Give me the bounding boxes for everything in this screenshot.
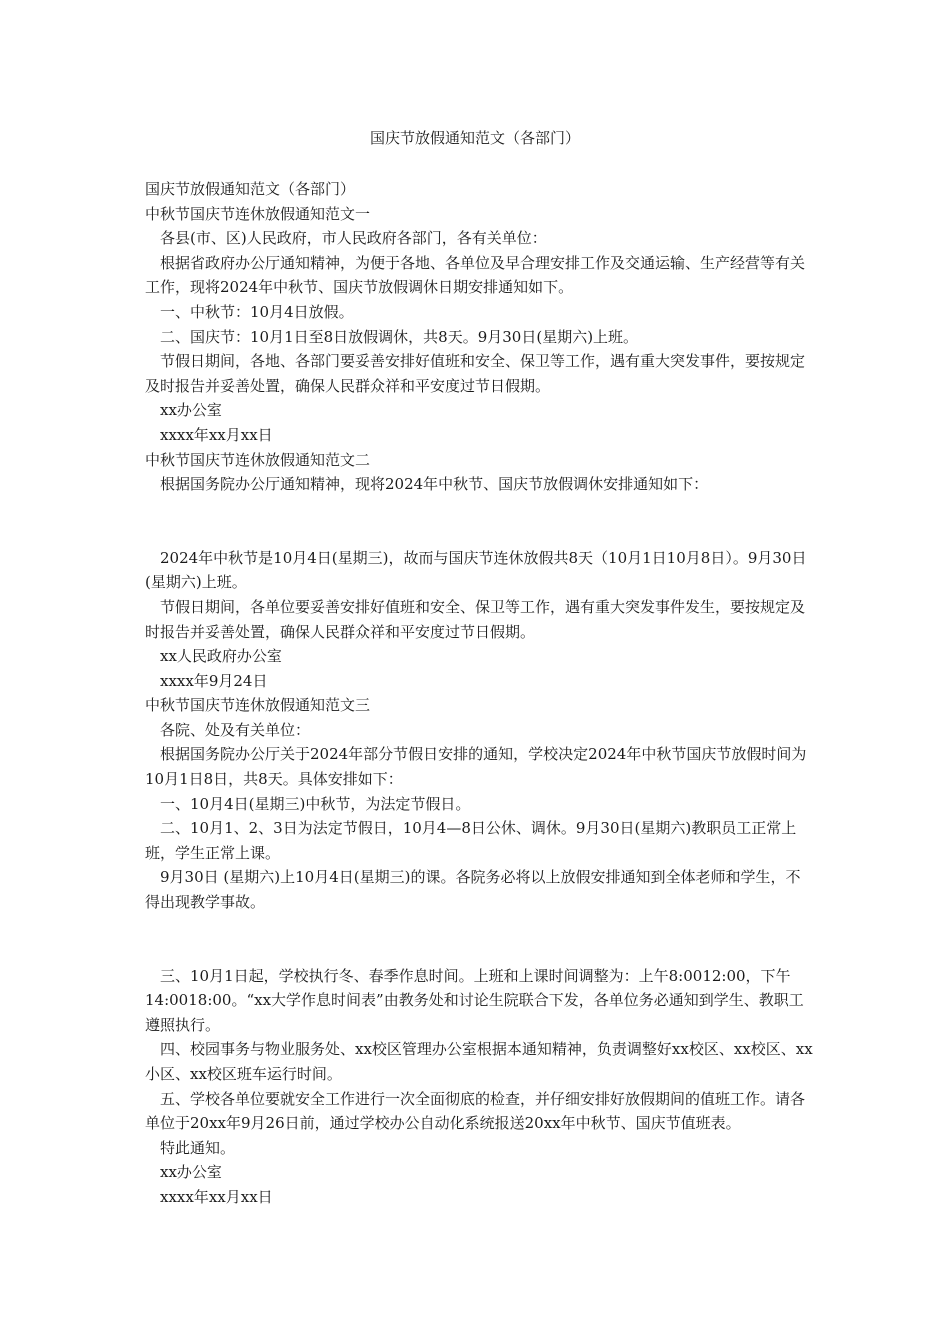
paragraph: 各县(市、区)人民政府，市人民政府各部门，各有关单位： bbox=[160, 229, 547, 248]
paragraph: 二、国庆节：10月1日至8日放假调休，共8天。9月30日(星期六)上班。 bbox=[160, 327, 639, 346]
paragraph: 一、10月4日(星期三)中秋节，为法定节假日。 bbox=[160, 794, 471, 813]
paragraph: xxxx年9月24日 bbox=[160, 671, 268, 690]
paragraph: 根据国务院办公厅通知精神，现将2024年中秋节、国庆节放假调休安排通知如下： bbox=[160, 475, 709, 494]
paragraph: xxxx年xx月xx日 bbox=[160, 1187, 273, 1206]
paragraph: xx办公室 bbox=[160, 401, 222, 420]
paragraph: 一、中秋节：10月4日放假。 bbox=[160, 302, 354, 321]
paragraph: 节假日期间，各地、各部门要妥善安排好值班和安全、保卫等工作，遇有重大突发事件，要按规定及时报告并妥善处置，确保人民群众祥和平安度过节日假期。 bbox=[145, 352, 806, 395]
paragraph: 特此通知。 bbox=[160, 1138, 236, 1157]
paragraph: 四、校园事务与物业服务处、xx校区管理办公室根据本通知精神，负责调整好xx校区、xx校区、xx小区、xx校区班车运行时间。 bbox=[145, 1040, 813, 1083]
paragraph: 根据省政府办公厅通知精神，为便于各地、各单位及早合理安排工作及交通运输、生产经营等有关工作，现将2024年中秋节、国庆节放假调休日期安排通知如下。 bbox=[145, 253, 806, 297]
paragraph: xxxx年xx月xx日 bbox=[160, 425, 273, 444]
paragraph: 根据国务院办公厅关于2024年部分节假日安排的通知，学校决定2024年中秋节国庆节放假时间为10月1日8日，共8天。具体安排如下： bbox=[145, 745, 807, 789]
paragraph: xx办公室 bbox=[160, 1163, 222, 1182]
paragraph: 各院、处及有关单位： bbox=[160, 720, 311, 739]
paragraph: 中秋节国庆节连休放假通知范文三 bbox=[145, 696, 371, 715]
paragraph: 国庆节放假通知范文（各部门） bbox=[145, 180, 356, 198]
paragraph: 中秋节国庆节连休放假通知范文二 bbox=[145, 450, 371, 469]
paragraph: 2024年中秋节是10月4日(星期三)，故而与国庆节连休放假共8天（10月1日10月8日）。9月30日(星期六)上班。 bbox=[145, 548, 807, 592]
paragraph: 二、10月1、2、3日为法定节假日，10月4—8日公休、调休。9月30日(星期六)教职员工正常上班，学生正常上课。 bbox=[145, 819, 797, 862]
paragraph: 五、学校各单位要就安全工作进行一次全面彻底的检查，并仔细安排好放假期间的值班工作。请各单位于20xx年9月26日前，通过学校办公自动化系统报送20xx年中秋节、国庆节值班表。 bbox=[145, 1089, 806, 1133]
document-body bbox=[145, 177, 815, 1210]
paragraph: 三、10月1日起，学校执行冬、春季作息时间。上班和上课时间调整为：上午8:0012:00，下午14:0018:00。“xx大学作息时间表”由教务处和讨论生院联合下发，各单位务必通知到学生、教职工遵照执行。 bbox=[145, 966, 804, 1034]
paragraph: 9月30日 (星期六)上10月4日(星期三)的课。各院务必将以上放假安排通知到全体老师和学生，不得出现教学事故。 bbox=[145, 868, 801, 912]
paragraph: 中秋节国庆节连休放假通知范文一 bbox=[145, 204, 371, 223]
paragraph: 节假日期间，各单位要妥善安排好值班和安全、保卫等工作，遇有重大突发事件发生，要按规定及时报告并妥善处置，确保人民群众祥和平安度过节日假期。 bbox=[145, 597, 806, 641]
document-title: 国庆节放假通知范文（各部门） bbox=[369, 129, 580, 147]
paragraph: xx人民政府办公室 bbox=[160, 647, 282, 666]
